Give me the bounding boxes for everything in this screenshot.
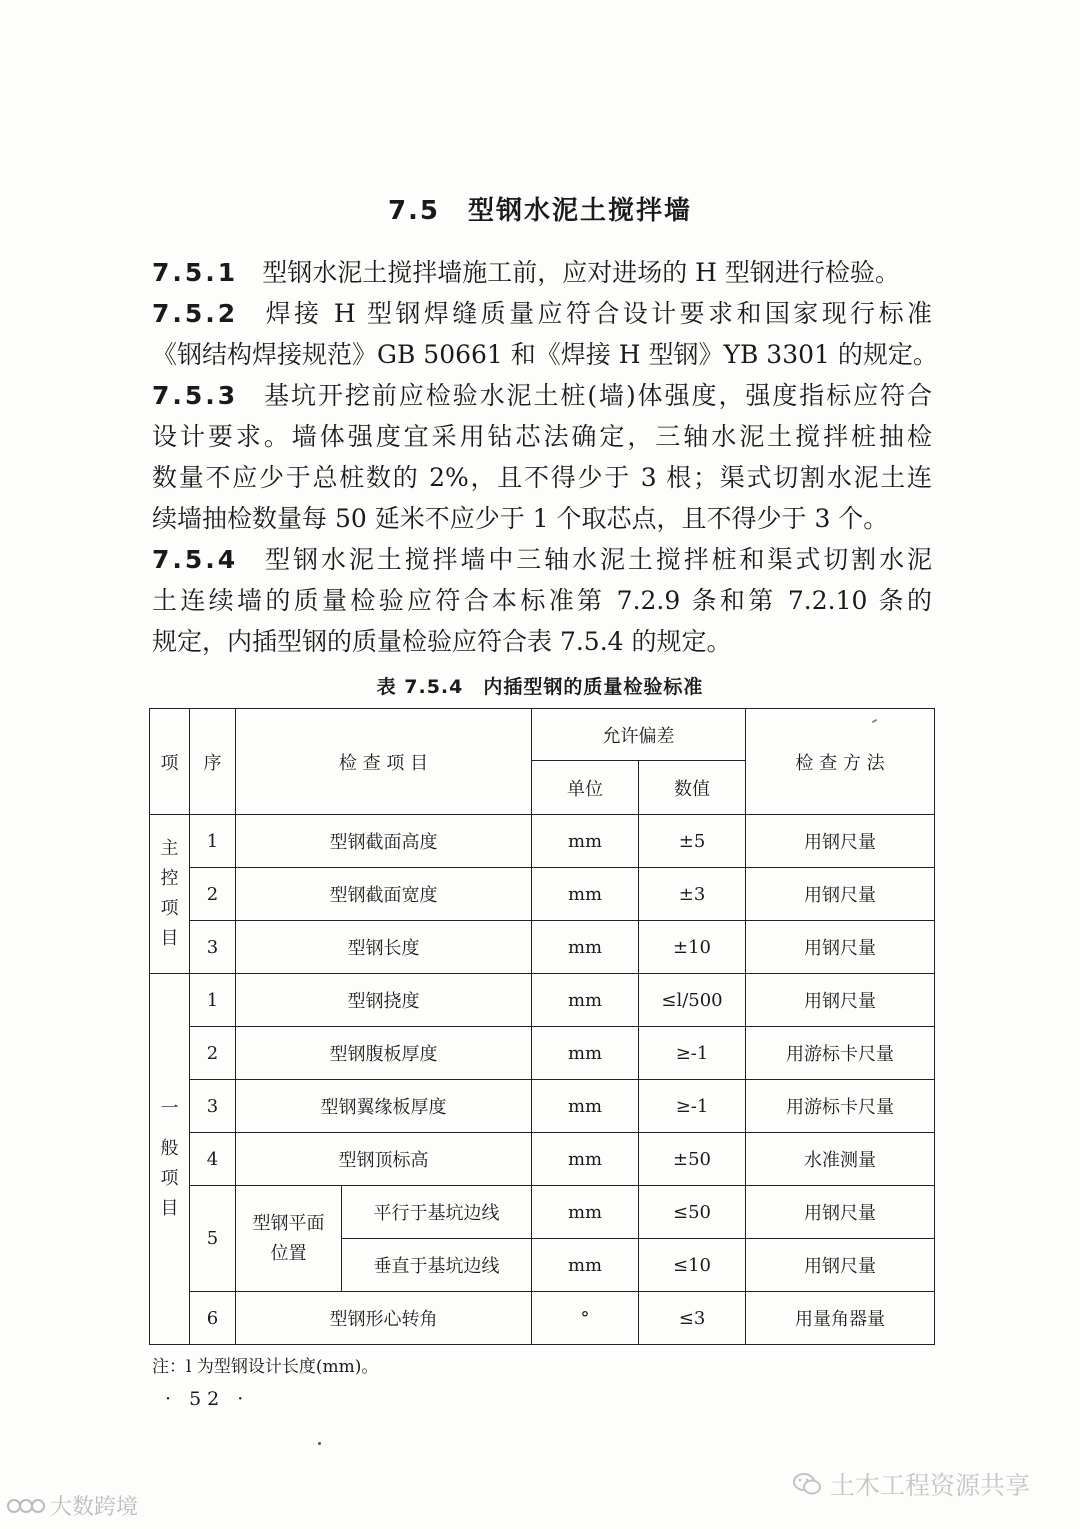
clause-7-5-4 (152, 539, 932, 662)
clause-number: 7.5.4 (152, 545, 239, 574)
row-unit: mm (532, 974, 639, 1027)
table-title: 表 7.5.4 内插型钢的质量检验标准 (376, 676, 704, 698)
row-unit: mm (532, 921, 639, 974)
row-unit: mm (532, 1133, 639, 1186)
row-seq: 4 (190, 1133, 236, 1186)
row-item: 型钢截面宽度 (236, 868, 532, 921)
header-category: 项 (150, 709, 190, 815)
scan-speck (318, 1442, 321, 1445)
clause-7-5-1 (152, 252, 932, 293)
clause-text: 基坑开挖前应检验水泥土桩(墙)体强度，强度指标应符合 (262, 381, 932, 410)
row-seq: 2 (190, 1027, 236, 1080)
header-unit: 单位 (532, 761, 639, 815)
row-unit: ° (532, 1292, 639, 1345)
row-seq: 5 (190, 1186, 236, 1292)
row-value: ±10 (639, 921, 746, 974)
header-tolerance: 允许偏差 (532, 709, 746, 761)
row-item: 型钢形心转角 (236, 1292, 532, 1345)
table-row (150, 974, 935, 1027)
row-item: 型钢挠度 (236, 974, 532, 1027)
table-row (150, 1186, 935, 1239)
watermark-left-text: 大数跨境 (50, 1495, 139, 1520)
section-title (0, 190, 1080, 227)
row-method: 用钢尺量 (746, 921, 935, 974)
section-number: 7.5 (387, 196, 441, 226)
row-seq: 6 (190, 1292, 236, 1345)
row-seq: 1 (190, 815, 236, 868)
header-item: 检 查 项 目 (236, 709, 532, 815)
row-item: 型钢截面高度 (236, 815, 532, 868)
clause-number: 7.5.2 (152, 299, 239, 328)
watermark-logo-icon (6, 1495, 46, 1517)
row-method: 用钢尺量 (746, 1186, 935, 1239)
row-method: 水准测量 (746, 1133, 935, 1186)
clause-text: 《钢结构焊接规范》GB 50661 和《焊接 H 型钢》YB 3301 的规定。 (152, 340, 938, 369)
table-row (150, 1080, 935, 1133)
row-method: 用钢尺量 (746, 974, 935, 1027)
clause-text: 土连续墙的质量检验应符合本标准第 7.2.9 条和第 7.2.10 条的 (152, 586, 932, 615)
row-method: 用钢尺量 (746, 868, 935, 921)
table-row (150, 1292, 935, 1345)
header-method: 检 查 方 法 (746, 709, 935, 815)
row-item: 型钢腹板厚度 (236, 1027, 532, 1080)
table-row (150, 815, 935, 868)
clause-7-5-2 (152, 293, 938, 375)
row-value: ≥-1 (639, 1080, 746, 1133)
row-unit: mm (532, 1186, 639, 1239)
row-subitem: 垂直于基坑边线 (342, 1239, 532, 1292)
clause-text: 型钢水泥土搅拌墙中三轴水泥土搅拌桩和渠式切割水泥 (262, 545, 932, 574)
clause-7-5-3 (152, 375, 932, 539)
row-item: 型钢顶标高 (236, 1133, 532, 1186)
clause-number: 7.5.3 (152, 381, 239, 410)
row-method: 用钢尺量 (746, 815, 935, 868)
table-row (150, 1027, 935, 1080)
clause-text: 型钢水泥土搅拌墙施工前，应对进场的 H 型钢进行检验。 (262, 258, 900, 287)
row-method: 用游标卡尺量 (746, 1027, 935, 1080)
header-value: 数值 (639, 761, 746, 815)
clause-number: 7.5.1 (152, 258, 239, 287)
row-unit: mm (532, 815, 639, 868)
row-seq: 2 (190, 868, 236, 921)
wechat-icon (792, 1471, 822, 1497)
row-value: ±3 (639, 868, 746, 921)
table-row (150, 921, 935, 974)
group-main: 主 控 项 目 (150, 815, 190, 974)
row-item: 型钢平面 位置 (236, 1186, 342, 1292)
row-unit: mm (532, 1239, 639, 1292)
row-item: 型钢翼缘板厚度 (236, 1080, 532, 1133)
row-value: ±50 (639, 1133, 746, 1186)
group-general: 一 般 项 目 (150, 974, 190, 1345)
clause-text: 设计要求。墙体强度宜采用钻芯法确定，三轴水泥土搅拌桩抽检 (152, 422, 932, 451)
row-value: ≤50 (639, 1186, 746, 1239)
row-value: ≥-1 (639, 1027, 746, 1080)
section-name: 型钢水泥土搅拌墙 (468, 196, 693, 226)
row-unit: mm (532, 1027, 639, 1080)
watermark-left (6, 1490, 138, 1521)
table-row (150, 1133, 935, 1186)
clause-text: 规定，内插型钢的质量检验应符合表 7.5.4 的规定。 (152, 627, 732, 656)
row-value: ±5 (639, 815, 746, 868)
page-number: · 52 · (165, 1388, 250, 1410)
inspection-table (149, 708, 935, 1345)
clause-text: 续墙抽检数量每 50 延米不应少于 1 个取芯点，且不得少于 3 个。 (152, 504, 889, 533)
header-seq: 序 (190, 709, 236, 815)
row-subitem: 平行于基坑边线 (342, 1186, 532, 1239)
row-method: 用游标卡尺量 (746, 1080, 935, 1133)
row-method: 用量角器量 (746, 1292, 935, 1345)
row-item: 型钢长度 (236, 921, 532, 974)
row-value: ≤l/500 (639, 974, 746, 1027)
row-seq: 1 (190, 974, 236, 1027)
table-row (150, 868, 935, 921)
row-seq: 3 (190, 921, 236, 974)
watermark-right-text: 土木工程资源共享 (830, 1471, 1031, 1500)
row-value: ≤3 (639, 1292, 746, 1345)
row-seq: 3 (190, 1080, 236, 1133)
row-method: 用钢尺量 (746, 1239, 935, 1292)
clause-text: 数量不应少于总桩数的 2%，且不得少于 3 根；渠式切割水泥土连 (152, 463, 932, 492)
table-note: 注：l 为型钢设计长度(mm)。 (152, 1357, 379, 1377)
watermark-right (792, 1466, 1030, 1502)
clause-text: 焊接 H 型钢焊缝质量应符合设计要求和国家现行标准 (262, 299, 932, 328)
row-unit: mm (532, 868, 639, 921)
row-value: ≤10 (639, 1239, 746, 1292)
row-unit: mm (532, 1080, 639, 1133)
